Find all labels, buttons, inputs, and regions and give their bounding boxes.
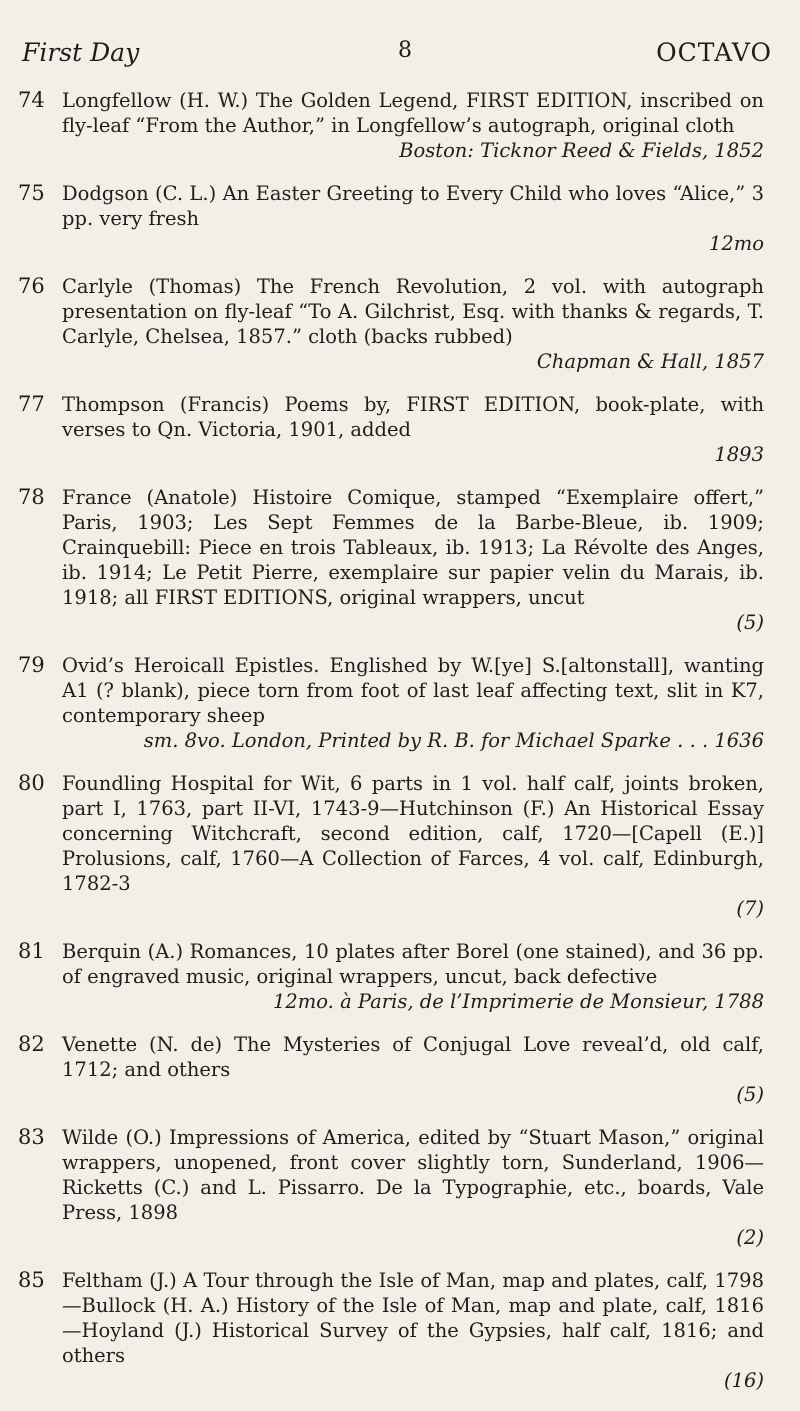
lot-description: Longfellow (H. W.) The Golden Legend, FIRST EDITION, inscribed on fly-leaf “From the Author,” in Longfellow’s autograph, original cloth [62,89,764,137]
lot-imprint: 1893 [714,443,764,466]
lot-number: 78 [18,485,45,509]
lot-description: Dodgson (C. L.) An Easter Greeting to Every Child who loves “Alice,” 3 pp. very fresh [62,182,764,230]
lot-description: Thompson (Francis) Poems by, FIRST EDITION, book-plate, with verses to Qn. Victoria, 1901, added [62,393,764,441]
lot-imprint: (5) [736,611,764,634]
lot-description: Venette (N. de) The Mysteries of Conjugal Love reveal’d, old calf, 1712; and others [62,1033,764,1081]
lot-imprint: (2) [736,1226,764,1249]
lot-description: France (Anatole) Histoire Comique, stamped “Exemplaire offert,” Paris, 1903; Les Sept Femmes de la Barbe-Bleue, ib. 1909; Crainquebill: Piece en trois Tableaux, ib. 1913; La Révolte des Anges, ib. 1914; Le Petit Pierre, exemplaire sur papier velin du Marais, ib. 1918; all FIRST EDITIONS, original wrappers, uncut [62,486,764,609]
lot-imprint: Boston: Ticknor Reed & Fields, 1852 [399,139,764,162]
page-header [22,38,772,78]
lot-imprint: (5) [736,1083,764,1106]
lot-entry [0,771,800,921]
format-heading: OCTAVO [656,38,772,67]
lot-imprint: 12mo. à Paris, de l’Imprimerie de Monsieur, 1788 [272,990,764,1013]
lot-imprint: 12mo [708,232,764,255]
lot-number: 74 [18,88,45,112]
lot-entry [0,1268,800,1393]
lot-description: Wilde (O.) Impressions of America, edited by “Stuart Mason,” original wrappers, unopened, front cover slightly torn, Sunderland, 1906—Ricketts (C.) and L. Pissarro. De la Typographie, etc., boards, Vale Press, 1898 [62,1126,764,1224]
lot-description: Carlyle (Thomas) The French Revolution, 2 vol. with autograph presentation on fly-leaf “To A. Gilchrist, Esq. with thanks & regards, T. Carlyle, Chelsea, 1857.” cloth (backs rubbed) [62,275,764,348]
lot-number: 80 [18,771,45,795]
lot-number: 77 [18,392,45,416]
lot-imprint: (7) [736,897,764,920]
lot-imprint: sm. 8vo. London, Printed by R. B. for Michael Sparke . . . 1636 [143,729,764,752]
lot-list [0,88,800,1411]
lot-entry [0,88,800,163]
lot-description: Foundling Hospital for Wit, 6 parts in 1 vol. half calf, joints broken, part I, 1763, part II-VI, 1743-9—Hutchinson (F.) An Historical Essay concerning Witchcraft, second edition, calf, 1720—[Capell (E.)] Prolusions, calf, 1760—A Collection of Farces, 4 vol. calf, Edinburgh, 1782-3 [62,772,764,895]
sale-day-title: First Day [22,38,140,67]
lot-number: 85 [18,1268,45,1292]
lot-number: 83 [18,1125,45,1149]
lot-entry [0,653,800,753]
lot-number: 75 [18,181,45,205]
lot-entry [0,392,800,467]
lot-entry [0,274,800,374]
lot-entry [0,1032,800,1107]
lot-imprint: (16) [723,1369,764,1392]
lot-number: 76 [18,274,45,298]
lot-description: Feltham (J.) A Tour through the Isle of Man, map and plates, calf, 1798—Bullock (H. A.) History of the Isle of Man, map and plate, calf, 1816—Hoyland (J.) Historical Survey of the Gypsies, half calf, 1816; and others [62,1269,764,1367]
lot-description: Ovid’s Heroicall Epistles. Englished by W.[ye] S.[altonstall], wanting A1 (? blank), piece torn from foot of last leaf affecting text, slit in K7, contemporary sheep [62,654,764,727]
lot-description: Berquin (A.) Romances, 10 plates after Borel (one stained), and 36 pp. of engraved music, original wrappers, uncut, back defective [62,940,764,988]
lot-number: 81 [18,939,45,963]
lot-entry [0,181,800,256]
lot-entry [0,1125,800,1250]
lot-imprint: Chapman & Hall, 1857 [536,350,764,373]
lot-entry [0,485,800,635]
lot-number: 79 [18,653,45,677]
lot-number: 82 [18,1032,45,1056]
page-number: 8 [398,38,412,63]
lot-entry [0,939,800,1014]
